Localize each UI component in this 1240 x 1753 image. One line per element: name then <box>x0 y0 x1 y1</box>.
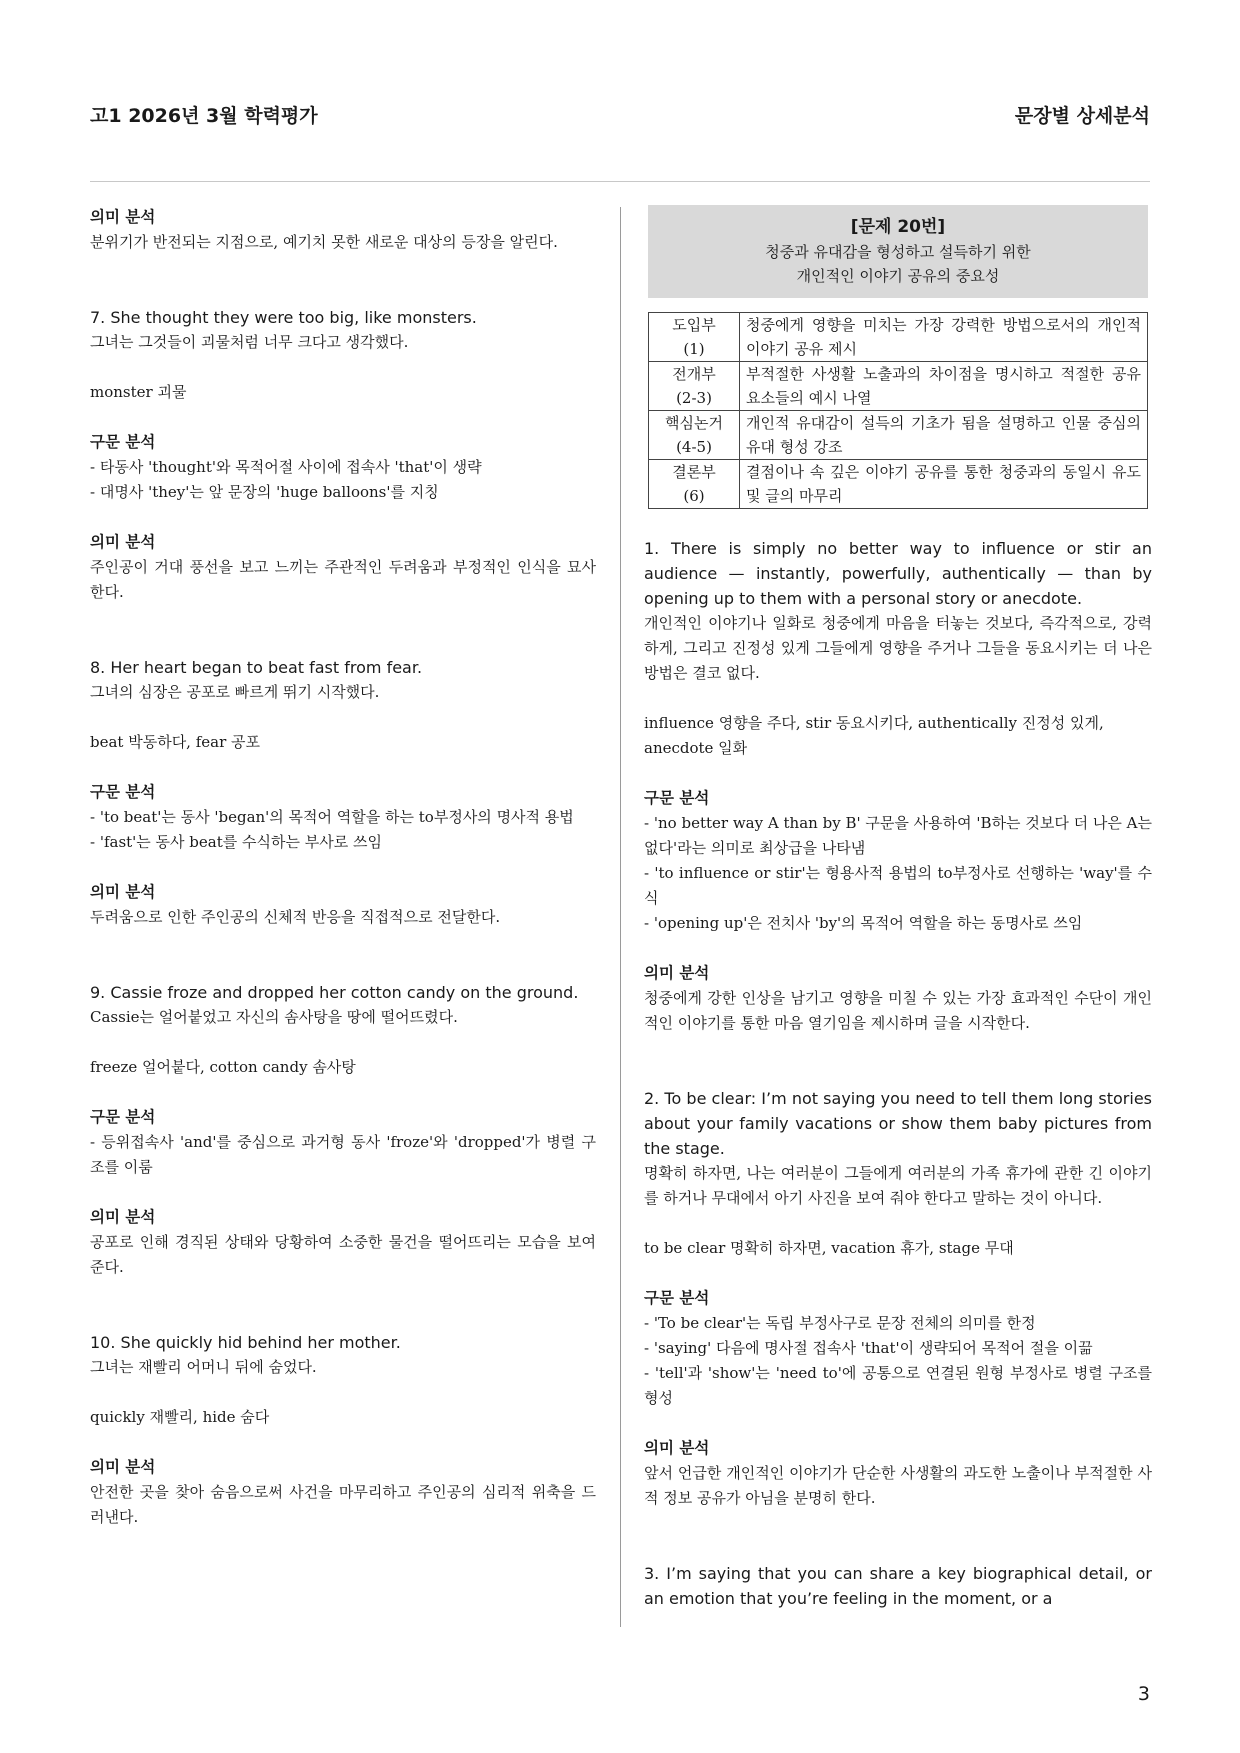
section-name: 핵심논거 <box>665 414 723 432</box>
column-divider <box>620 207 621 1627</box>
syntax-point: - 'to influence or stir'는 형용사적 용법의 to부정사로 선행하는 'way'를 수식 <box>644 864 1152 907</box>
english-sentence: 9. Cassie froze and dropped her cotton candy on the ground. <box>90 983 579 1002</box>
section-description: 부적절한 사생활 노출과의 차이점을 명시하고 적절한 공유 요소들의 예시 나열 <box>740 362 1148 411</box>
section-range: (6) <box>683 487 705 505</box>
meaning-label: 의미 분석 <box>90 208 156 226</box>
syntax-point: - 'saying' 다음에 명사절 접속사 'that'이 생략되어 목적어 절을 이끎 <box>644 1339 1093 1357</box>
english-sentence: 2. To be clear: I’m not saying you need to tell them long stories about your family vacations or show them baby pictures from the stage. <box>644 1089 1152 1158</box>
section-cell <box>649 313 740 362</box>
meaning-text: 공포로 인해 경직된 상태와 당황하여 소중한 물건을 떨어뜨리는 모습을 보여준다. <box>90 1233 596 1276</box>
left-column <box>90 205 596 1530</box>
section-name: 전개부 <box>672 365 716 383</box>
syntax-label: 구문 분석 <box>644 1289 710 1307</box>
syntax-point: - 'To be clear'는 독립 부정사구로 문장 전체의 의미를 한정 <box>644 1314 1036 1332</box>
syntax-label: 구문 분석 <box>90 433 156 451</box>
syntax-point: - 등위접속사 'and'를 중심으로 과거형 동사 'froze'와 'dropped'가 병렬 구조를 이룸 <box>90 1133 596 1176</box>
english-sentence: 8. Her heart began to beat fast from fear. <box>90 658 423 677</box>
syntax-label: 구문 분석 <box>644 789 710 807</box>
english-sentence: 7. She thought they were too big, like monsters. <box>90 308 477 327</box>
section-description: 청중에게 영향을 미치는 가장 강력한 방법으로서의 개인적 이야기 공유 제시 <box>740 313 1148 362</box>
korean-translation: 그녀의 심장은 공포로 빠르게 뛰기 시작했다. <box>90 683 380 701</box>
table-row <box>649 313 1148 362</box>
vocabulary: influence 영향을 주다, stir 동요시키다, authentically 진정성 있게, anecdote 일화 <box>644 714 1104 757</box>
sentence-2 <box>644 1086 1152 1511</box>
section-name: 결론부 <box>672 463 716 481</box>
section-range: (2-3) <box>676 389 712 407</box>
meaning-label: 의미 분석 <box>90 1458 156 1476</box>
syntax-point: - 'opening up'은 전치사 'by'의 목적어 역할을 하는 동명사로 쓰임 <box>644 914 1083 932</box>
english-sentence: 3. I’m saying that you can share a key biographical detail, or an emotion that you’re feeling in the moment, or a <box>644 1564 1152 1608</box>
page-number: 3 <box>1137 1683 1150 1705</box>
problem-header-box <box>648 205 1148 298</box>
document-section-label: 문장별 상세분석 <box>1014 105 1150 127</box>
meaning-label: 의미 분석 <box>644 964 710 982</box>
problem-title: [문제 20번] <box>850 217 946 237</box>
meaning-label: 의미 분석 <box>90 1208 156 1226</box>
korean-translation: 명확히 하자면, 나는 여러분이 그들에게 여러분의 가족 휴가에 관한 긴 이야기를 하거나 무대에서 아기 사진을 보여 줘야 한다고 말하는 것이 아니다. <box>644 1164 1152 1207</box>
meaning-label: 의미 분석 <box>644 1439 710 1457</box>
sentence-10 <box>90 1330 596 1530</box>
meaning-text: 분위기가 반전되는 지점으로, 예기치 못한 새로운 대상의 등장을 알린다. <box>90 233 558 251</box>
problem-subtitle: 청중과 유대감을 형성하고 설득하기 위한 <box>765 243 1031 261</box>
section-range: (1) <box>683 340 705 358</box>
section-cell <box>649 362 740 411</box>
syntax-label: 구문 분석 <box>90 783 156 801</box>
section-cell <box>649 411 740 460</box>
vocabulary: beat 박동하다, fear 공포 <box>90 733 261 751</box>
meaning-text: 주인공이 거대 풍선을 보고 느끼는 주관적인 두려움과 부정적인 인식을 묘사한다. <box>90 558 596 601</box>
meaning-text: 두려움으로 인한 주인공의 신체적 반응을 직접적으로 전달한다. <box>90 908 501 926</box>
sentence-9 <box>90 980 596 1280</box>
meaning-text: 안전한 곳을 찾아 숨음으로써 사건을 마무리하고 주인공의 심리적 위축을 드러낸다. <box>90 1483 596 1526</box>
right-column <box>644 205 1152 1611</box>
table-row <box>649 362 1148 411</box>
intro-meaning-block <box>90 205 596 255</box>
syntax-point: - 'no better way A than by B' 구문을 사용하여 'B하는 것보다 더 나은 A는 없다'라는 의미로 최상급을 나타냄 <box>644 814 1152 857</box>
syntax-point: - 'to beat'는 동사 'began'의 목적어 역할을 하는 to부정사의 명사적 용법 <box>90 808 574 826</box>
table-row <box>649 460 1148 509</box>
vocabulary: freeze 얼어붙다, cotton candy 솜사탕 <box>90 1058 356 1076</box>
vocabulary: monster 괴물 <box>90 383 187 401</box>
section-name: 도입부 <box>672 316 716 334</box>
sentence-1 <box>644 536 1152 1036</box>
korean-translation: Cassie는 얼어붙었고 자신의 솜사탕을 땅에 떨어뜨렸다. <box>90 1008 458 1026</box>
meaning-text: 앞서 언급한 개인적인 이야기가 단순한 사생활의 과도한 노출이나 부적절한 사적 정보 공유가 아님을 분명히 한다. <box>644 1464 1152 1507</box>
syntax-label: 구문 분석 <box>90 1108 156 1126</box>
korean-translation: 개인적인 이야기나 일화로 청중에게 마음을 터놓는 것보다, 즉각적으로, 강력하게, 그리고 진정성 있게 그들에게 영향을 주거나 그들을 동요시키는 더 나은 방법은 결코 없다. <box>644 614 1152 682</box>
vocabulary: quickly 재빨리, hide 숨다 <box>90 1408 270 1426</box>
structure-table <box>648 312 1148 509</box>
vocabulary: to be clear 명확히 하자면, vacation 휴가, stage 무대 <box>644 1239 1014 1257</box>
meaning-text: 청중에게 강한 인상을 남기고 영향을 미칠 수 있는 가장 효과적인 수단이 개인적인 이야기를 통한 마음 열기임을 제시하며 글을 시작한다. <box>644 989 1152 1032</box>
english-sentence: 1. There is simply no better way to influence or stir an audience — instantly, powerfully, authentically — than by opening up to them with a personal story or anecdote. <box>644 539 1152 608</box>
document-title: 고1 2026년 3월 학력평가 <box>90 105 318 127</box>
section-description: 개인적 유대감이 설득의 기초가 됨을 설명하고 인물 중심의 유대 형성 강조 <box>740 411 1148 460</box>
problem-subtitle: 개인적인 이야기 공유의 중요성 <box>796 267 1000 285</box>
syntax-point: - 타동사 'thought'와 목적어절 사이에 접속사 'that'이 생략 <box>90 458 482 476</box>
header-divider <box>90 181 1150 182</box>
meaning-label: 의미 분석 <box>90 883 156 901</box>
table-row <box>649 411 1148 460</box>
syntax-point: - 대명사 'they'는 앞 문장의 'huge balloons'를 지칭 <box>90 483 439 501</box>
korean-translation: 그녀는 그것들이 괴물처럼 너무 크다고 생각했다. <box>90 333 409 351</box>
meaning-label: 의미 분석 <box>90 533 156 551</box>
section-range: (4-5) <box>676 438 712 456</box>
sentence-3 <box>644 1561 1152 1611</box>
sentence-7 <box>90 305 596 605</box>
syntax-point: - 'fast'는 동사 beat를 수식하는 부사로 쓰임 <box>90 833 382 851</box>
section-cell <box>649 460 740 509</box>
sentence-8 <box>90 655 596 930</box>
syntax-point: - 'tell'과 'show'는 'need to'에 공통으로 연결된 원형 부정사로 병렬 구조를 형성 <box>644 1364 1152 1407</box>
section-description: 결점이나 속 깊은 이야기 공유를 통한 청중과의 동일시 유도 및 글의 마무리 <box>740 460 1148 509</box>
english-sentence: 10. She quickly hid behind her mother. <box>90 1333 401 1352</box>
korean-translation: 그녀는 재빨리 어머니 뒤에 숨었다. <box>90 1358 317 1376</box>
